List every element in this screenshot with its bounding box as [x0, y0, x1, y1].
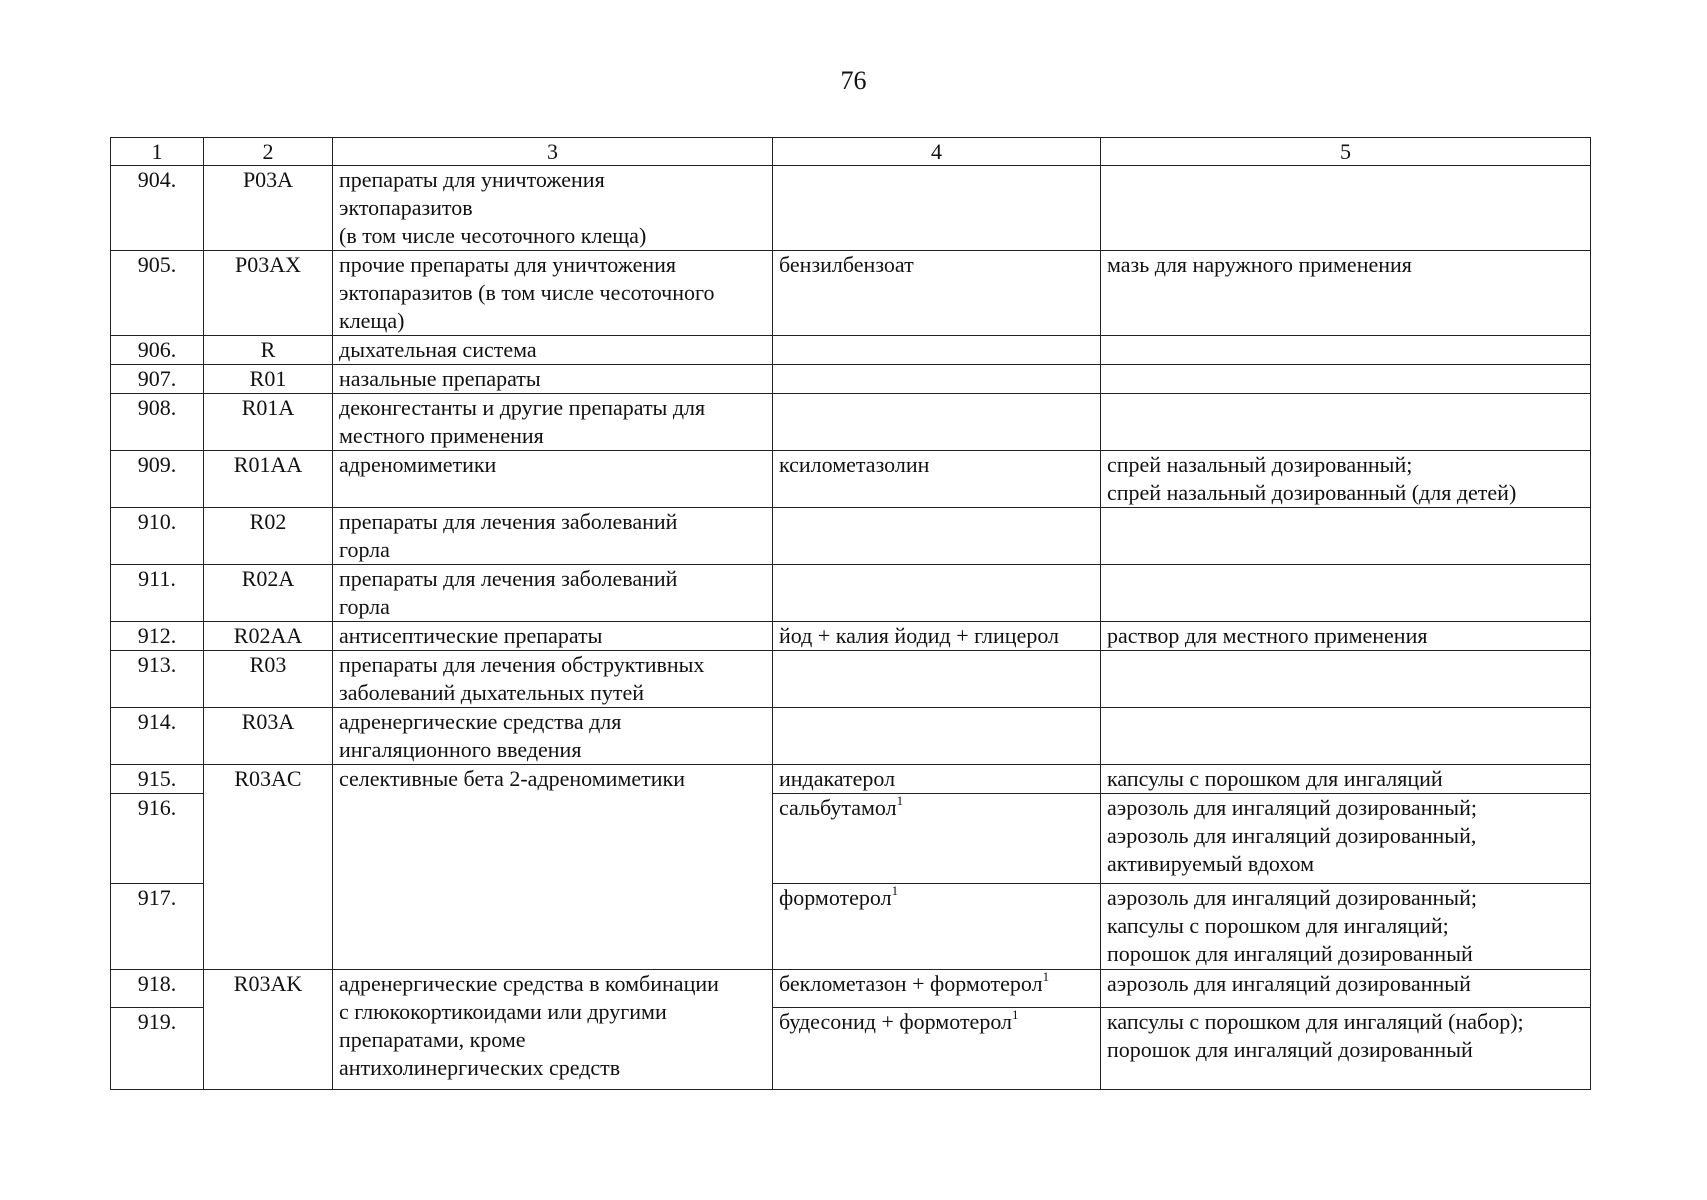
drug-name [773, 394, 1101, 451]
table-row [111, 651, 1591, 708]
text-line: горла [339, 594, 390, 619]
column-header: 5 [1101, 138, 1591, 166]
drug-table [110, 137, 1591, 1090]
atc-group-name [333, 394, 773, 451]
dosage-form [1101, 794, 1591, 884]
atc-group-name [333, 508, 773, 565]
row-number: 914. [111, 708, 204, 765]
drug-name [773, 794, 1101, 884]
text-line: с глюкокортикоидами или другими [339, 999, 667, 1024]
footnote-marker: 1 [1042, 969, 1050, 984]
table-row [111, 765, 1591, 794]
atc-group-name [333, 708, 773, 765]
column-header: 2 [204, 138, 333, 166]
table-row [111, 565, 1591, 622]
dosage-form [1101, 970, 1591, 1008]
text-line: деконгестанты и другие препараты для [339, 395, 706, 420]
table-row [111, 622, 1591, 651]
dosage-form [1101, 508, 1591, 565]
atc-code: R03A [204, 708, 333, 765]
text-line: аэрозоль для ингаляций дозированный [1107, 971, 1471, 996]
text-line: препаратами, кроме [339, 1027, 526, 1052]
atc-code: P03AX [204, 251, 333, 336]
dosage-form [1101, 765, 1591, 794]
drug-name-text: беклометазон + формотерол [779, 971, 1043, 996]
text-line: мазь для наружного применения [1107, 252, 1412, 277]
drug-name [773, 884, 1101, 970]
table-row [111, 970, 1591, 1008]
atc-code: R02AA [204, 622, 333, 651]
text-line: дыхательная система [339, 337, 537, 362]
row-number: 917. [111, 884, 204, 970]
atc-group-name [333, 336, 773, 365]
drug-name [773, 970, 1101, 1008]
dosage-form [1101, 708, 1591, 765]
dosage-form [1101, 622, 1591, 651]
drug-name-text: будесонид + формотерол [779, 1009, 1013, 1034]
dosage-form [1101, 884, 1591, 970]
column-header: 1 [111, 138, 204, 166]
dosage-form [1101, 166, 1591, 251]
dosage-form [1101, 451, 1591, 508]
dosage-form [1101, 251, 1591, 336]
text-line: аэрозоль для ингаляций дозированный; [1107, 885, 1477, 910]
drug-name-text: формотерол [779, 885, 892, 910]
column-header: 4 [773, 138, 1101, 166]
dosage-form [1101, 394, 1591, 451]
row-number: 916. [111, 794, 204, 884]
table-row [111, 508, 1591, 565]
text-line: препараты для лечения заболеваний [339, 509, 678, 534]
row-number: 915. [111, 765, 204, 794]
row-number: 912. [111, 622, 204, 651]
text-line: местного применения [339, 423, 544, 448]
dosage-form [1101, 651, 1591, 708]
table-row [111, 251, 1591, 336]
atc-group-name [333, 251, 773, 336]
drug-name: йод + калия йодид + глицерол [773, 622, 1101, 651]
atc-code: R01 [204, 365, 333, 394]
atc-code: R02 [204, 508, 333, 565]
drug-name [773, 508, 1101, 565]
atc-code: R01A [204, 394, 333, 451]
row-number: 908. [111, 394, 204, 451]
row-number: 913. [111, 651, 204, 708]
row-number: 910. [111, 508, 204, 565]
text-line: заболеваний дыхательных путей [339, 680, 645, 705]
text-line: активируемый вдохом [1107, 851, 1315, 876]
text-line: адреномиметики [339, 452, 497, 477]
dosage-form [1101, 365, 1591, 394]
row-number: 918. [111, 970, 204, 1008]
row-number: 911. [111, 565, 204, 622]
row-number: 907. [111, 365, 204, 394]
dosage-form [1101, 565, 1591, 622]
drug-name [773, 565, 1101, 622]
table-row [111, 708, 1591, 765]
text-line: препараты для лечения заболеваний [339, 566, 678, 591]
text-line: селективные бета 2-адреномиметики [339, 766, 685, 791]
atc-code: P03A [204, 166, 333, 251]
text-line: ингаляционного введения [339, 737, 582, 762]
text-line: аэрозоль для ингаляций дозированный; [1107, 795, 1477, 820]
text-line: спрей назальный дозированный; [1107, 452, 1413, 477]
text-line: аэрозоль для ингаляций дозированный, [1107, 823, 1477, 848]
atc-group-name [333, 651, 773, 708]
row-number: 904. [111, 166, 204, 251]
drug-name [773, 708, 1101, 765]
text-line: адренергические средства в комбинации [339, 971, 719, 996]
footnote-marker: 1 [891, 883, 899, 898]
atc-code: R03AK [204, 970, 333, 1090]
text-line: раствор для местного применения [1107, 623, 1428, 648]
atc-code: R01AA [204, 451, 333, 508]
column-header: 3 [333, 138, 773, 166]
dosage-form [1101, 336, 1591, 365]
text-line: антисептические препараты [339, 623, 603, 648]
text-line: прочие препараты для уничтожения [339, 252, 676, 277]
atc-group-name [333, 365, 773, 394]
text-line: клеща) [339, 308, 405, 333]
text-line: адренергические средства для [339, 709, 622, 734]
drug-name [773, 1008, 1101, 1090]
text-line: препараты для уничтожения [339, 167, 605, 192]
atc-group-name [333, 166, 773, 251]
dosage-form [1101, 1008, 1591, 1090]
drug-name [773, 166, 1101, 251]
table-header-row [111, 138, 1591, 166]
atc-group-name [333, 565, 773, 622]
text-line: капсулы с порошком для ингаляций (набор); [1107, 1009, 1524, 1034]
text-line: эктопаразитов [339, 195, 473, 220]
text-line: (в том числе чесоточного клеща) [339, 223, 647, 248]
text-line: антихолинергических средств [339, 1055, 621, 1080]
table-row [111, 394, 1591, 451]
atc-code: R03 [204, 651, 333, 708]
atc-group-name [333, 622, 773, 651]
row-number: 905. [111, 251, 204, 336]
atc-group-name [333, 451, 773, 508]
atc-code: R02A [204, 565, 333, 622]
footnote-marker: 1 [1012, 1007, 1019, 1022]
text-line: назальные препараты [339, 366, 541, 391]
footnote-marker: 1 [896, 793, 904, 808]
atc-group-name [333, 970, 773, 1090]
drug-name: ксилометазолин [773, 451, 1101, 508]
text-line: эктопаразитов (в том числе чесоточного [339, 280, 715, 305]
row-number: 909. [111, 451, 204, 508]
text-line: горла [339, 537, 390, 562]
row-number: 906. [111, 336, 204, 365]
atc-group-name [333, 765, 773, 970]
drug-name [773, 365, 1101, 394]
text-line: порошок для ингаляций дозированный [1107, 941, 1473, 966]
text-line: препараты для лечения обструктивных [339, 652, 705, 677]
table-row [111, 365, 1591, 394]
atc-code: R [204, 336, 333, 365]
row-number: 919. [111, 1008, 204, 1090]
table-row [111, 166, 1591, 251]
drug-name [773, 651, 1101, 708]
page-number: 76 [840, 66, 867, 95]
drug-name: индакатерол [773, 765, 1101, 794]
text-line: капсулы с порошком для ингаляций [1107, 766, 1443, 791]
atc-code: R03AC [204, 765, 333, 970]
table-row [111, 451, 1591, 508]
drug-name [773, 336, 1101, 365]
text-line: порошок для ингаляций дозированный [1107, 1037, 1473, 1062]
text-line: спрей назальный дозированный (для детей) [1107, 480, 1517, 505]
table-row [111, 336, 1591, 365]
text-line: капсулы с порошком для ингаляций; [1107, 913, 1449, 938]
drug-name: бензилбензоат [773, 251, 1101, 336]
drug-name-text: сальбутамол [779, 795, 897, 820]
